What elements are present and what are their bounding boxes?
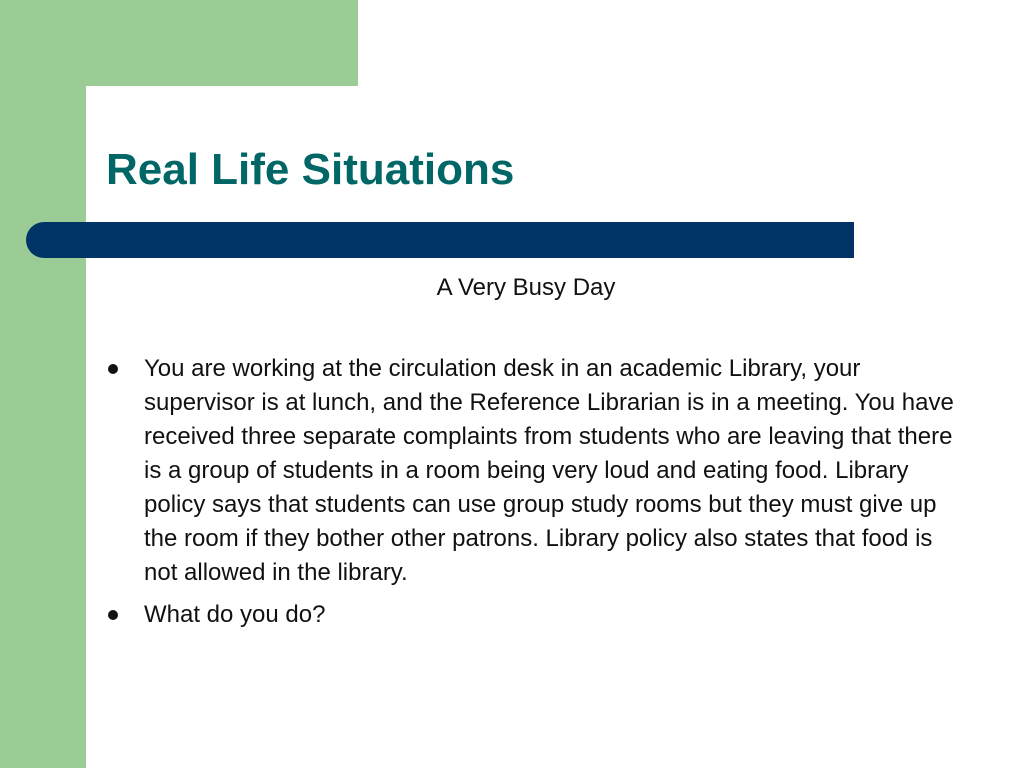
title-underline-bar (26, 222, 854, 258)
bullet-dot-icon (108, 364, 118, 374)
bullet-text: You are working at the circulation desk in an academic Library, your supervisor is at lunch, and the Reference Librarian is in a meeting. You have received three separate complaints from students who are leaving that there is a group of students in a room being very loud and eating food. Library policy says that students can use group study rooms but they must give up the room if they bother other patrons. Library policy also states that food is not allowed in the library. (144, 355, 954, 586)
green-top-band (0, 0, 358, 86)
bullet-dot-icon (108, 610, 118, 620)
slide-title: Real Life Situations (106, 145, 515, 194)
bullet-text: What do you do? (144, 601, 326, 628)
slide-subtitle: A Very Busy Day (436, 274, 616, 301)
bullet-list (106, 352, 956, 640)
bullet-item (106, 598, 956, 632)
bullet-item (106, 352, 956, 590)
green-left-band (0, 0, 86, 768)
